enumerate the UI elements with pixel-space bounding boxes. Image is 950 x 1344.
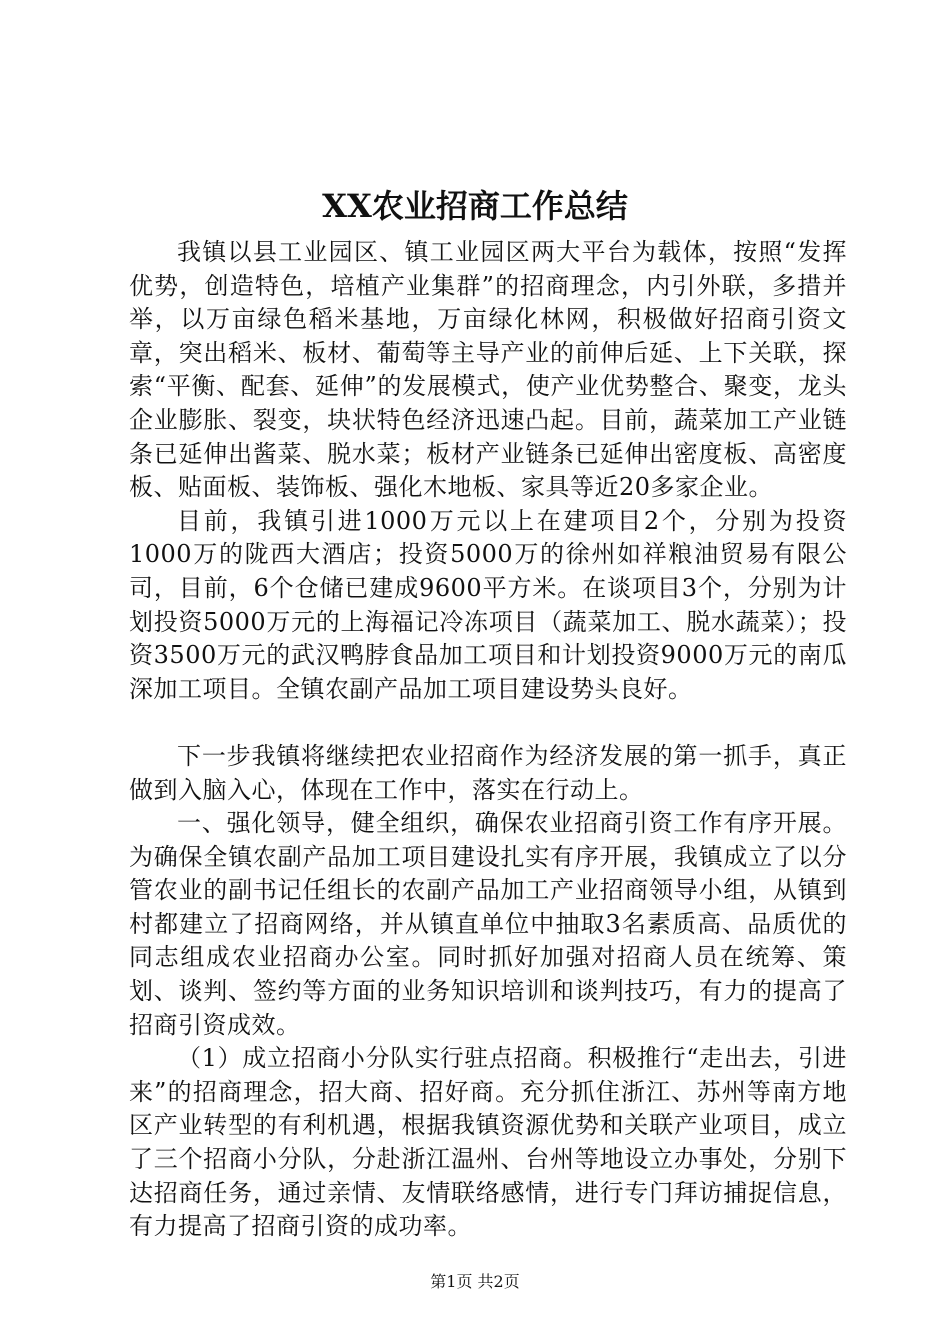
paragraph-spacer [129,706,847,740]
paragraph-leadership: 一、强化领导，健全组织，确保农业招商引资工作有序开展。为确保全镇农副产品加工项目建设扎实有序开展，我镇成立了以分管农业的副书记任组长的农副产品加工产业招商领导小组，从镇到村都建立了招商网络，并从镇直单位中抽取3名素质高、品质优的同志组成农业招商办公室。同时抓好加强对招商人员在统筹、策划、谈判、签约等方面的业务知识培训和谈判技巧，有力的提高了招商引资成效。 [129,809,847,1039]
document-title: XX农业招商工作总结 [322,187,628,225]
paragraph-next-step: 下一步我镇将继续把农业招商作为经济发展的第一抓手，真正做到入脑入心，体现在工作中，落实在行动上。 [129,741,847,804]
page-number-footer: 第1页 共2页 [430,1272,520,1291]
paragraph-overview: 我镇以县工业园区、镇工业园区两大平台为载体，按照“发挥优势，创造特色，培植产业集群”的招商理念，内引外联，多措并举，以万亩绿色稻米基地，万亩绿化林网，积极做好招商引资文章，突出稻米、板材、葡萄等主导产业的前伸后延、上下关联，探索“平衡、配套、延伸”的发展模式，使产业优势整合、聚变，龙头企业膨胀、裂变，块状特色经济迅速凸起。目前，蔬菜加工产业链条已延伸出酱菜、脱水菜；板材产业链条已延伸出密度板、高密度板、贴面板、装饰板、强化木地板、家具等近20多家企业。 [129,238,847,502]
paragraph-projects: 目前，我镇引进1000万元以上在建项目2个，分别为投资1000万的陇西大酒店；投资5000万的徐州如祥粮油贸易有限公司，目前，6个仓储已建成9600平方米。在谈项目3个，分别为计划投资5000万元的上海福记冷冻项目（蔬菜加工、脱水蔬菜）；投资3500万元的武汉鸭脖食品加工项目和计划投资9000万元的南瓜深加工项目。全镇农副产品加工项目建设势头良好。 [129,506,847,703]
document-body [129,236,847,1244]
paragraph-investment-team: （1）成立招商小分队实行驻点招商。积极推行“走出去，引进来”的招商理念，招大商、招好商。充分抓住浙江、苏州等南方地区产业转型的有利机遇，根据我镇资源优势和关联产业项目，成立了三个招商小分队，分赴浙江温州、台州等地设立办事处，分别下达招商任务，通过亲情、友情联络感情，进行专门拜访捕捉信息，有力提高了招商引资的成功率。 [129,1044,847,1241]
